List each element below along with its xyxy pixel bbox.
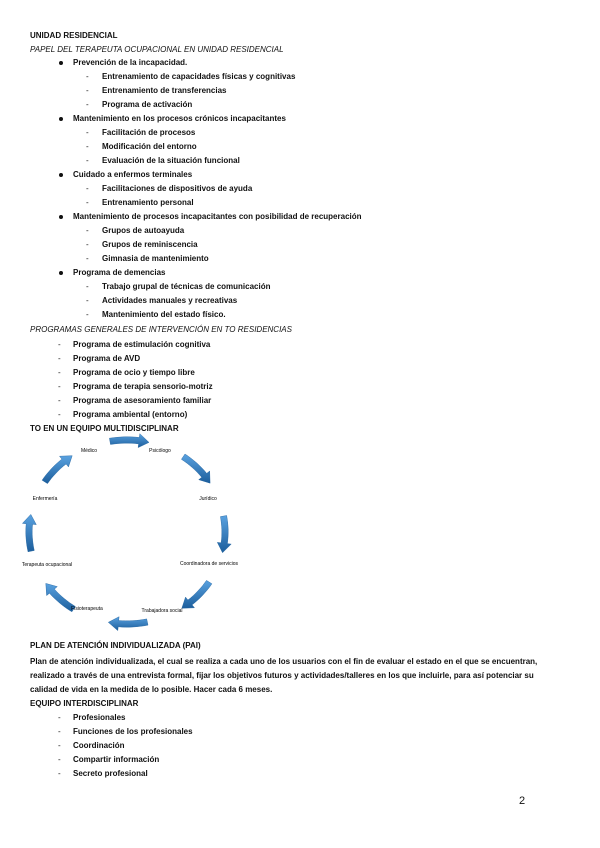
program-item: Programa de terapia sensorio-motriz: [73, 382, 213, 391]
section-heading-programas: PROGRAMAS GENERALES DE INTERVENCIÓN EN TO RESIDENCIAS: [30, 325, 292, 334]
dash: -: [58, 410, 61, 419]
dash: -: [58, 727, 61, 736]
role-item: Evaluación de la situación funcional: [102, 156, 240, 165]
dash: -: [86, 296, 89, 305]
dash: -: [86, 226, 89, 235]
arrow-5: [108, 617, 148, 631]
section-heading-to-equipo: TO EN UN EQUIPO MULTIDISCIPLINAR: [30, 424, 179, 433]
dash: -: [86, 156, 89, 165]
node-fisioterapeuta: Fisioterapeuta: [71, 606, 103, 612]
section-heading-papel: PAPEL DEL TERAPEUTA OCUPACIONAL EN UNIDAD RESIDENCIAL: [30, 45, 284, 54]
role-title: Prevención de la incapacidad.: [73, 58, 188, 67]
arrow-2: [181, 454, 210, 483]
dash: -: [58, 382, 61, 391]
program-item: Programa de ocio y tiempo libre: [73, 368, 195, 377]
team-heading: EQUIPO INTERDISCIPLINAR: [30, 699, 139, 708]
role-title: Cuidado a enfermos terminales: [73, 170, 193, 179]
arrow-7: [22, 514, 36, 551]
role-item: Grupos de autoayuda: [102, 226, 185, 235]
dash: -: [86, 282, 89, 291]
pai-text-line: calidad de vida en la medida de lo posible. Hacer cada 6 meses.: [30, 685, 273, 694]
dash: -: [58, 368, 61, 377]
role-item: Facilitación de procesos: [102, 128, 196, 137]
arrow-4: [182, 580, 212, 608]
arrow-3: [217, 516, 231, 553]
role-item: Gimnasia de mantenimiento: [102, 254, 209, 263]
role-item: Facilitaciones de dispositivos de ayuda: [102, 184, 253, 193]
dash: -: [86, 184, 89, 193]
team-item: Coordinación: [73, 741, 125, 750]
role-item: Grupos de reminiscencia: [102, 240, 198, 249]
dash: -: [86, 198, 89, 207]
team-item: Compartir información: [73, 755, 160, 764]
dash: -: [86, 128, 89, 137]
role-title: Mantenimiento en los procesos crónicos incapacitantes: [73, 114, 286, 123]
dash: -: [86, 310, 89, 319]
page-number: 2: [519, 795, 526, 807]
team-item: Secreto profesional: [73, 769, 148, 778]
dash: -: [86, 100, 89, 109]
program-item: Programa de asesoramiento familiar: [73, 396, 212, 405]
program-item: Programa de AVD: [73, 354, 141, 363]
pai-text-line: Plan de atención individualizada, el cual se realiza a cada uno de los usuarios con el fin de evaluar el estado en el que se encuentran,: [30, 657, 538, 666]
program-item: Programa de estimulación cognitiva: [73, 340, 211, 349]
node-juridico: Jurídico: [199, 496, 217, 502]
dash: -: [58, 713, 61, 722]
node-coordinadora: Coordinadora de servicios: [179, 561, 239, 567]
arrow-8: [42, 456, 72, 484]
team-item: Profesionales: [73, 713, 126, 722]
role-item: Entrenamiento de transferencias: [102, 86, 227, 95]
role-title: Programa de demencias: [73, 268, 166, 277]
role-item: Programa de activación: [102, 100, 193, 109]
dash: -: [86, 240, 89, 249]
arrow-1: [109, 434, 149, 448]
dash: -: [58, 741, 61, 750]
node-enfermeria: Enfermería: [32, 496, 58, 502]
dash: -: [58, 396, 61, 405]
dash: -: [58, 769, 61, 778]
dash: -: [86, 72, 89, 81]
doc-title: UNIDAD RESIDENCIAL: [30, 31, 118, 40]
dash: -: [58, 755, 61, 764]
dash: -: [86, 254, 89, 263]
node-terapeuta-ocupacional: Terapeuta ocupacional: [21, 562, 73, 568]
pai-text-line: realizado a través de una entrevista formal, fijar los objetivos futuros y actividades/talleres en los que incluirle, para así potenciar su: [30, 671, 534, 680]
program-item: Programa ambiental (entorno): [73, 410, 188, 419]
role-item: Trabajo grupal de técnicas de comunicación: [102, 282, 271, 291]
role-item: Entrenamiento personal: [102, 198, 194, 207]
node-medico: Médico: [80, 448, 98, 454]
cycle-arrows: [22, 434, 231, 631]
team-item: Funciones de los profesionales: [73, 727, 193, 736]
role-title: Mantenimiento de procesos incapacitantes con posibilidad de recuperación: [73, 212, 362, 221]
role-item: Mantenimiento del estado físico.: [102, 310, 226, 319]
role-item: Entrenamiento de capacidades físicas y cognitivas: [102, 72, 296, 81]
dash: -: [86, 86, 89, 95]
dash: -: [58, 340, 61, 349]
role-item: Actividades manuales y recreativas: [102, 296, 238, 305]
node-trabajadora-social: Trabajadora social: [141, 608, 183, 614]
pai-heading: PLAN DE ATENCIÓN INDIVIDUALIZADA (PAI): [30, 641, 201, 650]
node-psicologo: Psicólogo: [149, 448, 171, 454]
dash: -: [86, 142, 89, 151]
dash: -: [58, 354, 61, 363]
role-item: Modificación del entorno: [102, 142, 197, 151]
